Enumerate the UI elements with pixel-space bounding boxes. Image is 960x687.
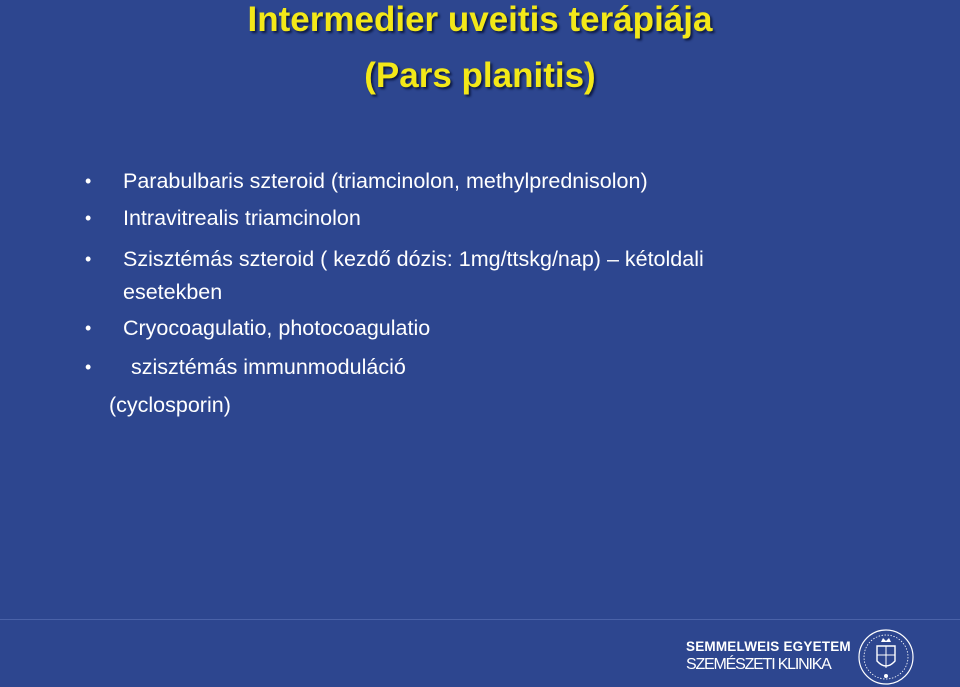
bullet-text: Intravitrealis triamcinolon (123, 206, 361, 230)
bullet-text: Cryocoagulatio, photocoagulatio (123, 316, 431, 340)
bullet-glyph: • (85, 208, 92, 228)
footer-divider (0, 619, 960, 620)
bullet-text: Szisztémás szteroid ( kezdő dózis: 1mg/ttskg/nap) – kétoldali (123, 247, 704, 271)
bullet-glyph: • (85, 318, 92, 338)
slide-title (0, 0, 960, 99)
bullet-text: szisztémás immunmoduláció (131, 355, 406, 379)
bullet-glyph: • (85, 249, 92, 269)
bullet-glyph: • (85, 357, 92, 377)
university-seal-icon (855, 628, 917, 686)
bullet-text-continuation: esetekben (123, 280, 223, 304)
title-line-1: Intermedier uveitis terápiája (247, 0, 713, 39)
university-name: SEMMELWEIS EGYETEM (686, 639, 851, 654)
title-line-2: (Pars planitis) (364, 56, 596, 95)
bullet-text-continuation: (cyclosporin) (109, 393, 231, 417)
bullet-text: Parabulbaris szteroid (triamcinolon, methylprednisolon) (123, 169, 648, 193)
clinic-name: SZEMÉSZETI KLINIKA (686, 656, 831, 673)
bullet-glyph: • (85, 171, 92, 191)
